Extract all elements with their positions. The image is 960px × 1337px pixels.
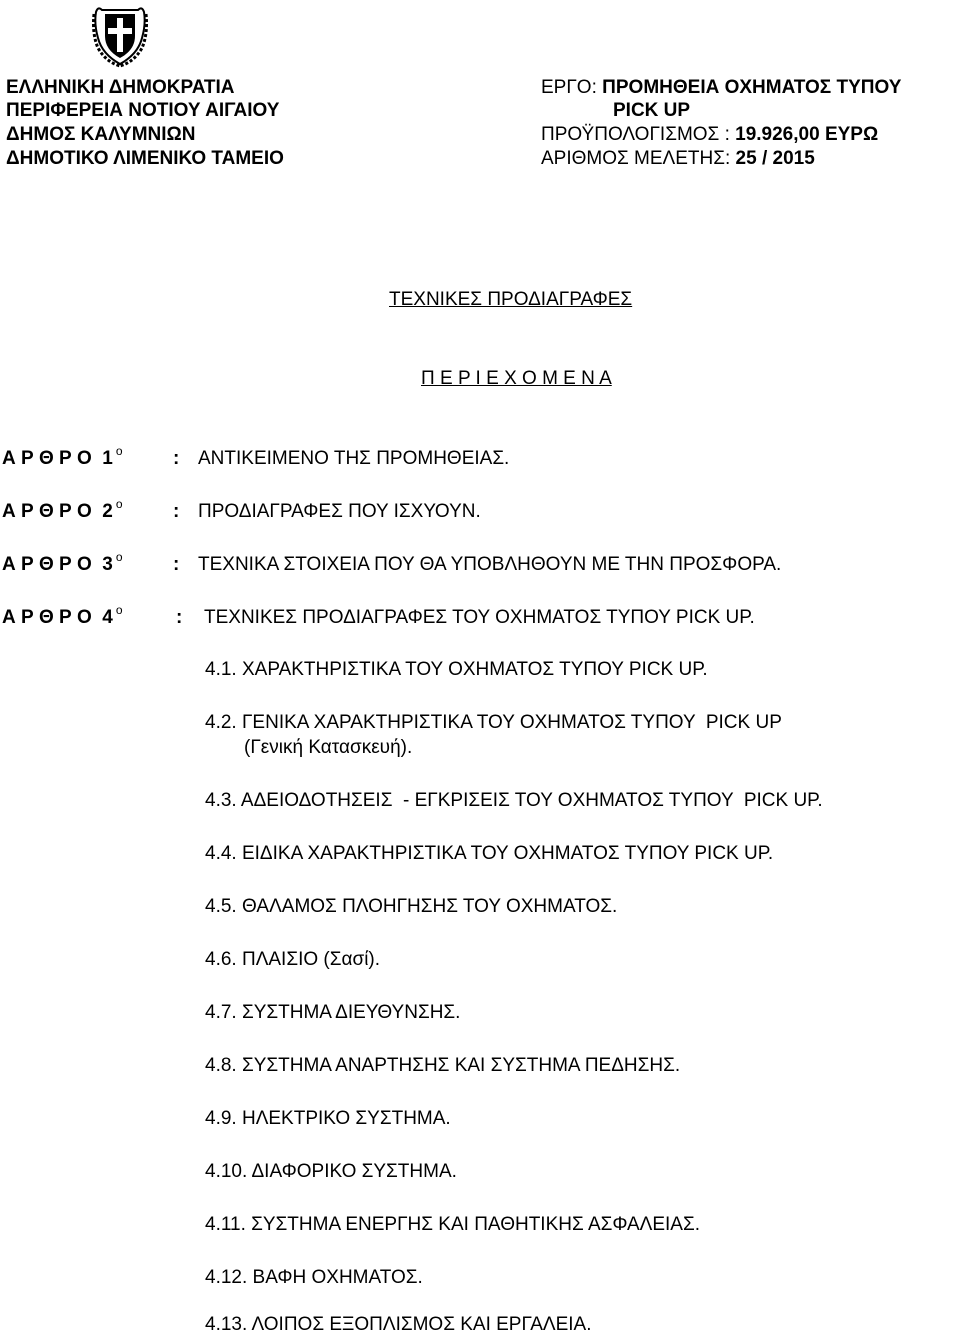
article-ordinal: ο [115, 603, 123, 617]
article-colon: : [173, 554, 180, 575]
article-colon: : [173, 501, 180, 522]
budget-line [541, 124, 878, 146]
article-title: ΠΡΟΔΙΑΓΡΑΦΕΣ ΠΟΥ ΙΣΧΥΟΥΝ. [198, 501, 481, 522]
header-org-line-3: ΔΗΜΟΣ ΚΑΛΥΜΝΙΩΝ [6, 124, 196, 145]
project-label: ΕΡΓΟ: [541, 77, 603, 98]
subsection-4-8: 4.8. ΣΥΣΤΗΜΑ ΑΝΑΡΤΗΣΗΣ ΚΑΙ ΣΥΣΤΗΜΑ ΠΕΔΗΣΗΣ. [205, 1055, 681, 1076]
subsection-4-7: 4.7. ΣΥΣΤΗΜΑ ΔΙΕΥΘΥΝΣΗΣ. [205, 1002, 461, 1023]
article-title: ΑΝΤΙΚΕΙΜΕΝΟ ΤΗΣ ΠΡΟΜΗΘΕΙΑΣ. [198, 448, 510, 469]
study-line [541, 148, 815, 170]
subsection-4-13: 4.13. ΛΟΙΠΟΣ ΕΞΟΠΛΙΣΜΟΣ ΚΑΙ ΕΡΓΑΛΕΙΑ. [205, 1314, 592, 1335]
article-label: Α Ρ Θ Ρ Ο 3 [2, 554, 113, 575]
budget-label: ΠΡΟΫΠΟΛΟΓΙΣΜΟΣ : [541, 124, 736, 145]
project-value-continued: PICK UP [613, 100, 691, 121]
article-label: Α Ρ Θ Ρ Ο 2 [2, 501, 113, 522]
project-line [541, 77, 901, 99]
document-title: ΤΕΧΝΙΚΕΣ ΠΡΟΔΙΑΓΡΑΦΕΣ [389, 289, 633, 310]
subsection-4-2-continued: (Γενική Κατασκευή). [244, 737, 413, 758]
article-colon: : [176, 607, 183, 628]
article-row-4 [2, 603, 123, 629]
subsection-4-5: 4.5. ΘΑΛΑΜΟΣ ΠΛΟΗΓΗΣΗΣ ΤΟΥ ΟΧΗΜΑΤΟΣ. [205, 896, 618, 917]
greek-emblem-icon [92, 4, 148, 68]
subsection-4-4: 4.4. ΕΙΔΙΚΑ ΧΑΡΑΚΤΗΡΙΣΤΙΚΑ ΤΟΥ ΟΧΗΜΑΤΟΣ ΤΥΠΟΥ PICK UP. [205, 843, 774, 864]
article-row-3 [2, 550, 123, 576]
subsection-4-2: 4.2. ΓΕΝΙΚΑ ΧΑΡΑΚΤΗΡΙΣΤΙΚΑ ΤΟΥ ΟΧΗΜΑΤΟΣ ΤΥΠΟΥ PICK UP [205, 712, 782, 733]
study-label: ΑΡΙΘΜΟΣ ΜΕΛΕΤΗΣ: [541, 148, 736, 169]
subsection-4-3: 4.3. ΑΔΕΙΟΔΟΤΗΣΕΙΣ - ΕΓΚΡΙΣΕΙΣ ΤΟΥ ΟΧΗΜΑΤΟΣ ΤΥΠΟΥ PICK UP. [205, 790, 823, 811]
header-org-line-4: ΔΗΜΟΤΙΚΟ ΛΙΜΕΝΙΚΟ ΤΑΜΕΙΟ [6, 148, 284, 169]
subsection-4-1: 4.1. ΧΑΡΑΚΤΗΡΙΣΤΙΚΑ ΤΟΥ ΟΧΗΜΑΤΟΣ ΤΥΠΟΥ PICK UP. [205, 659, 708, 680]
article-label: Α Ρ Θ Ρ Ο 4 [2, 607, 113, 628]
article-title: ΤΕΧΝΙΚΕΣ ΠΡΟΔΙΑΓΡΑΦΕΣ ΤΟΥ ΟΧΗΜΑΤΟΣ ΤΥΠΟΥ PICK UP. [204, 607, 755, 628]
header-org-line-2: ΠΕΡΙΦΕΡΕΙΑ ΝΟΤΙΟΥ ΑΙΓΑΙΟΥ [6, 100, 280, 121]
article-label: Α Ρ Θ Ρ Ο 1 [2, 448, 113, 469]
article-ordinal: ο [115, 497, 123, 511]
article-colon: : [173, 448, 180, 469]
budget-value: 19.926,00 ΕΥΡΩ [735, 124, 879, 145]
subsection-4-10: 4.10. ΔΙΑΦΟΡΙΚΟ ΣΥΣΤΗΜΑ. [205, 1161, 457, 1182]
subsection-4-9: 4.9. ΗΛΕΚΤΡΙΚΟ ΣΥΣΤΗΜΑ. [205, 1108, 451, 1129]
article-row-2 [2, 497, 123, 523]
contents-title: Π Ε Ρ Ι Ε Χ Ο Μ Ε Ν Α [421, 368, 612, 389]
article-ordinal: ο [115, 444, 123, 458]
study-value: 25 / 2015 [735, 148, 815, 169]
article-row-1 [2, 444, 123, 470]
header-org-line-1: ΕΛΛΗΝΙΚΗ ΔΗΜΟΚΡΑΤΙΑ [6, 77, 235, 98]
subsection-4-11: 4.11. ΣΥΣΤΗΜΑ ΕΝΕΡΓΗΣ ΚΑΙ ΠΑΘΗΤΙΚΗΣ ΑΣΦΑΛΕΙΑΣ. [205, 1214, 700, 1235]
article-ordinal: ο [115, 550, 123, 564]
subsection-4-12: 4.12. ΒΑΦΗ ΟΧΗΜΑΤΟΣ. [205, 1267, 423, 1288]
project-value: ΠΡΟΜΗΘΕΙΑ ΟΧΗΜΑΤΟΣ ΤΥΠΟΥ [602, 77, 902, 98]
article-title: ΤΕΧΝΙΚΑ ΣΤΟΙΧΕΙΑ ΠΟΥ ΘΑ ΥΠΟΒΛΗΘΟΥΝ ΜΕ ΤΗΝ ΠΡΟΣΦΟΡΑ. [198, 554, 782, 575]
subsection-4-6: 4.6. ΠΛΑΙΣΙΟ (Σασί). [205, 949, 381, 970]
